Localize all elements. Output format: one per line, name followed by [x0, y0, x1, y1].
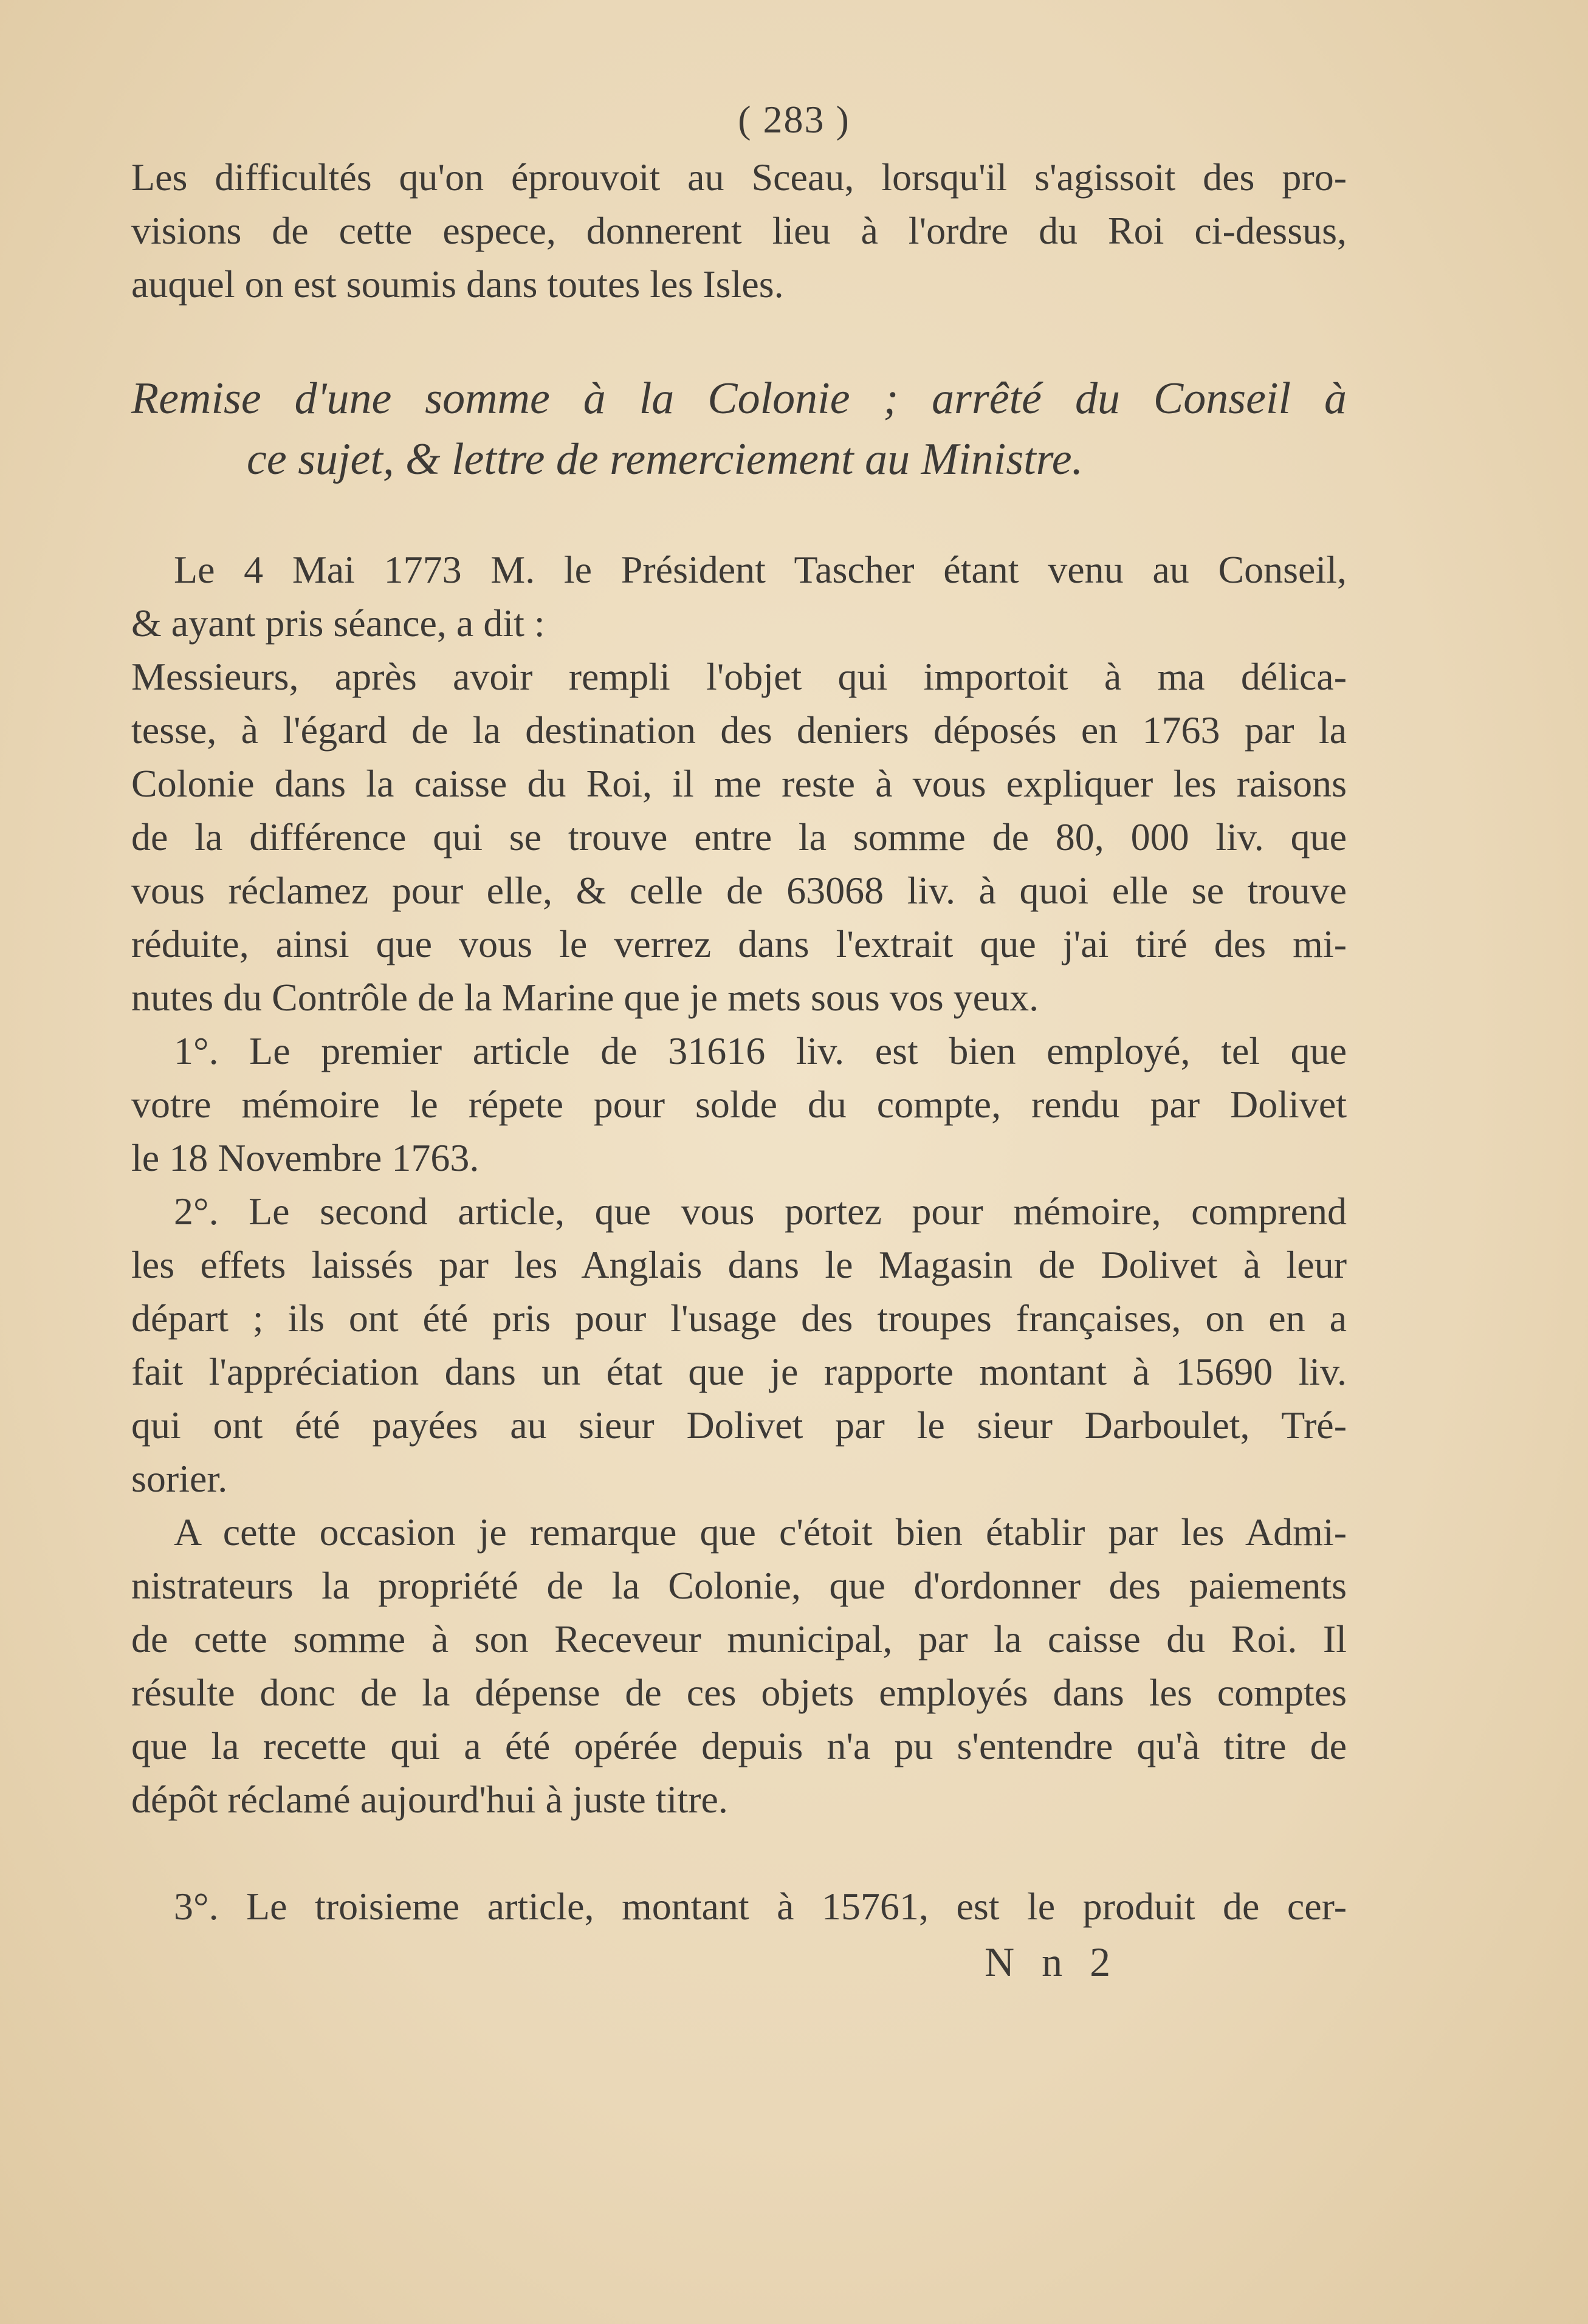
text-line: le 18 Novembre 1763.	[131, 1136, 479, 1179]
page-number: ( 283 )	[738, 98, 850, 141]
text-line: Les difficultés qu'on éprouvoit au Sceau, lorsqu'il s'agissoit des pro-	[131, 156, 1347, 199]
text-line: Le 4 Mai 1773 M. le Président Tascher étant venu au Conseil,	[174, 548, 1347, 591]
text-line: de la différence qui se trouve entre la somme de 80, 000 liv. que	[131, 815, 1347, 859]
text-line: A cette occasion je remarque que c'étoit bien établir par les Admi-	[174, 1510, 1347, 1554]
text-line: visions de cette espece, donnerent lieu à l'ordre du Roi ci-dessus,	[131, 209, 1347, 252]
text-line: sorier.	[131, 1457, 228, 1500]
text-line: Messieurs, après avoir rempli l'objet qui importoit à ma délica-	[131, 655, 1347, 698]
paragraph-second-article	[131, 1185, 1347, 1506]
text-line: vous réclamez pour elle, & celle de 63068 liv. à quoi elle se trouve	[131, 869, 1347, 912]
signature-mark: N n 2	[985, 1939, 1119, 1985]
paragraph-intro	[131, 151, 1347, 311]
section-heading	[131, 368, 1347, 490]
text-line: les effets laissés par les Anglais dans le Magasin de Dolivet à leur	[131, 1243, 1347, 1286]
text-line: nutes du Contrôle de la Marine que je mets sous vos yeux.	[131, 976, 1039, 1019]
paragraph-first-article	[131, 1024, 1347, 1185]
text-line: que la recette qui a été opérée depuis n'a pu s'entendre qu'à titre de	[131, 1724, 1347, 1767]
heading-line: ce sujet, & lettre de remerciement au Ministre.	[247, 434, 1084, 484]
text-line: dépôt réclamé aujourd'hui à juste titre.	[131, 1778, 728, 1821]
text-line: nistrateurs la propriété de la Colonie, que d'ordonner des paiements	[131, 1564, 1347, 1607]
text-line: auquel on est soumis dans toutes les Isles.	[131, 262, 784, 306]
text-line: & ayant pris séance, a dit :	[131, 602, 545, 645]
text-line: résulte donc de la dépense de ces objets employés dans les comptes	[131, 1671, 1347, 1714]
paragraph-occasion	[131, 1506, 1347, 1826]
paragraph-third-article	[131, 1880, 1347, 1933]
text-line: 2°. Le second article, que vous portez pour mémoire, comprend	[174, 1190, 1347, 1233]
text-line: 1°. Le premier article de 31616 liv. est bien employé, tel que	[174, 1029, 1347, 1072]
text-line: de cette somme à son Receveur municipal, par la caisse du Roi. Il	[131, 1617, 1347, 1661]
text-line: 3°. Le troisieme article, montant à 15761, est le produit de cer-	[174, 1885, 1347, 1928]
heading-line: Remise d'une somme à la Colonie ; arrêté du Conseil à	[131, 374, 1347, 423]
text-line: fait l'appréciation dans un état que je rapporte montant à 15690 liv.	[131, 1350, 1347, 1393]
text-line: réduite, ainsi que vous le verrez dans l'extrait que j'ai tiré des mi-	[131, 922, 1347, 965]
text-line: départ ; ils ont été pris pour l'usage des troupes françaises, on en a	[131, 1297, 1347, 1340]
paragraph-meeting	[131, 543, 1347, 650]
text-line: Colonie dans la caisse du Roi, il me reste à vous expliquer les raisons	[131, 762, 1347, 805]
text-line: tesse, à l'égard de la destination des deniers déposés en 1763 par la	[131, 708, 1347, 752]
text-line: votre mémoire le répete pour solde du compte, rendu par Dolivet	[131, 1083, 1347, 1126]
text-line: qui ont été payées au sieur Dolivet par le sieur Darboulet, Tré-	[131, 1404, 1347, 1447]
paragraph-speech	[131, 650, 1347, 1024]
